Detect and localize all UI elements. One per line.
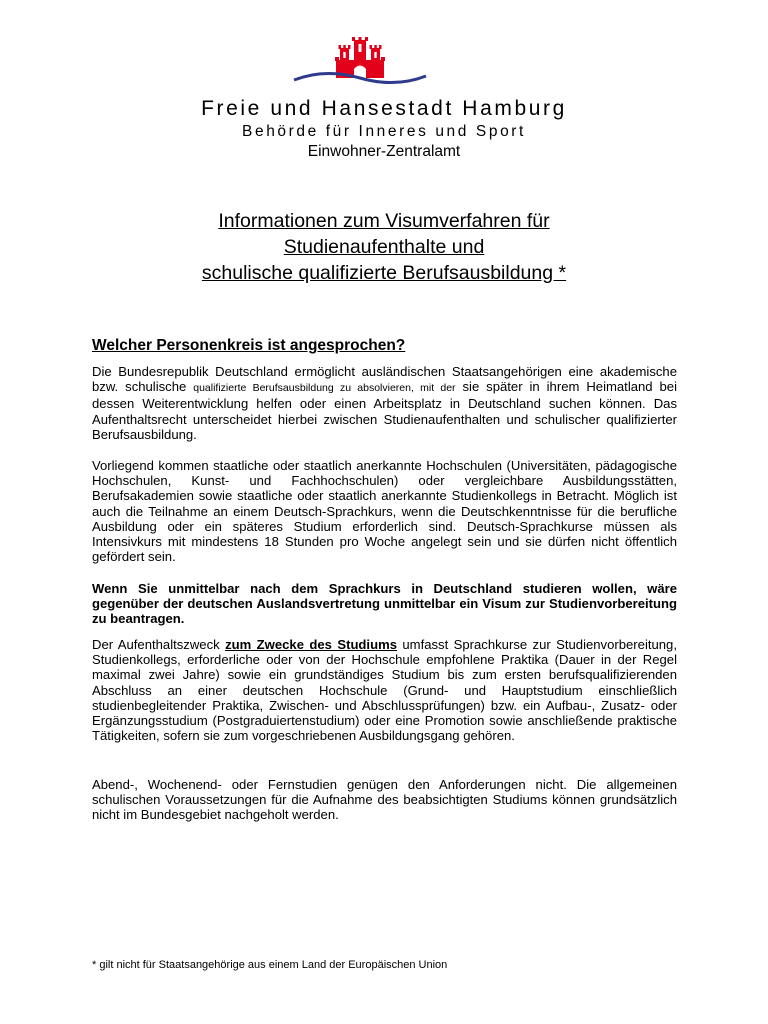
paragraph-evening-studies: Abend-, Wochenend- oder Fernstudien genügen den Anforderungen nicht. Die allgemeinen schulischen Voraussetzungen für die Aufnahme des beabsichtigten Studiums können grundsätzlich nicht im Bundesgebiet nachgeholt werden. xyxy=(92,777,677,823)
paragraph-bold-notice: Wenn Sie unmittelbar nach dem Sprachkurs in Deutschland studieren wollen, wäre gegenüber der deutschen Auslandsvertretung unmittelbar ein Visum zur Studienvorbereitung zu beantragen. xyxy=(92,581,677,627)
paragraph-study-purpose xyxy=(92,637,677,743)
city-name: Freie und Hansestadt Hamburg xyxy=(201,97,567,120)
title-line-3: schulische qualifizierte Berufsausbildung * xyxy=(201,262,567,284)
office-name: Einwohner-Zentralamt xyxy=(307,143,461,160)
castle-logo-icon xyxy=(290,34,430,90)
paragraph-intro-small-text: qualifizierte Berufsausbildung zu absolvieren, mit der xyxy=(193,382,456,395)
paragraph-intro-part-a: Die Bundesrepublik Deutschland ermöglicht ausländischen Staatsangehörigen eine akademische bzw. schulische xyxy=(92,364,677,395)
paragraph-study-purpose-part-b: umfasst Sprachkurse zur Studienvorbereitung, Studienkollegs, erforderliche oder von der Hochschule empfohlene Praktika (Dauer in der Regel maximal zwei Jahre) sowie ein grundständiges Studium bis zum ersten berufsqualifizierenden Abschluss an einer deutschen Hochschule (Grund- und Hauptstudium einschließlich studienbegleitender Praktika, Zwischen- und Abschlussprüfungen) bzw. ein Aufbau-, Zusatz- oder Ergänzungsstudium (Postgraduiertenstudium) oder eine Promotion sowie anschließende praktische Tätigkeiten, sofern sie zum vorgeschriebenen Ausbildungsgang gehören. xyxy=(92,637,677,744)
title-line-2: Studienaufenthalte und xyxy=(283,236,485,258)
paragraph-institutions: Vorliegend kommen staatliche oder staatlich anerkannte Hochschulen (Universitäten, pädagogische Hochschulen, Kunst- und Fachhochschulen) oder vergleichbare Ausbildungsstätten, Berufsakademien sowie staatliche oder staatlich anerkannte Studienkollegs in Betracht. Möglich ist auch die Teilnahme an einem Deutsch-Sprachkurs, wenn die Deutschkenntnisse für die berufliche Ausbildung oder ein späteres Studium erforderlich sind. Deutsch-Sprachkurse müssen als Intensivkurs mit mindestens 18 Stunden pro Woche angelegt sein und sie dürfen nicht öffentlich gefördert sein. xyxy=(92,458,677,565)
footnote: * gilt nicht für Staatsangehörige aus einem Land der Europäischen Union xyxy=(92,959,448,971)
paragraph-intro xyxy=(92,364,677,442)
section-heading: Welcher Personenkreis ist angesprochen? xyxy=(92,337,406,354)
paragraph-study-purpose-part-a: Der Aufenthaltszweck xyxy=(92,637,226,652)
department-name: Behörde für Inneres und Sport xyxy=(242,123,526,140)
title-line-1: Informationen zum Visumverfahren für xyxy=(218,210,550,232)
paragraph-intro-part-b: sie später in ihrem Heimatland bei dessen Weiterentwicklung helfen oder einen Arbeitsplatz in Deutschland suchen können. Das Aufenthaltsrecht unterscheidet hierbei zwischen Studienaufenthalten und schulischer qualifizierter Berufsausbildung. xyxy=(92,379,677,442)
document-title xyxy=(0,208,768,286)
hamburg-logo xyxy=(290,34,430,90)
study-purpose-emphasis: zum Zwecke des Studiums xyxy=(225,637,397,652)
